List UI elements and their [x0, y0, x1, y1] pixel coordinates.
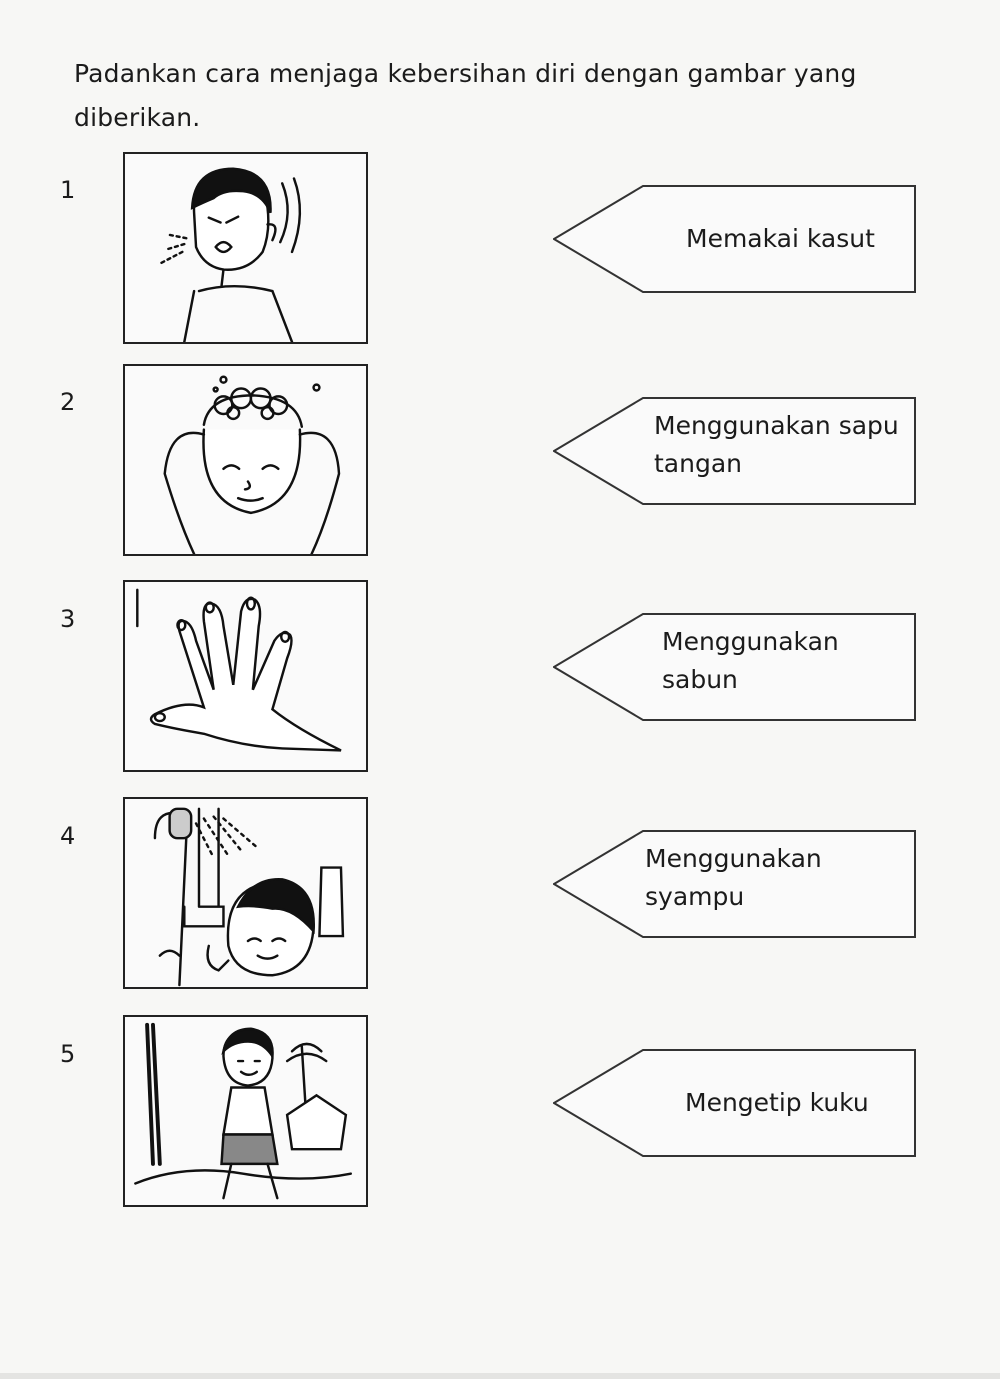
page-bottom-edge [0, 1373, 1000, 1379]
label-text-3: Menggunakan sabun [662, 627, 839, 694]
hand-fingernails-icon [125, 582, 366, 770]
picture-3[interactable] [123, 580, 368, 772]
label-card-2[interactable] [553, 397, 916, 505]
label-text-2: Menggunakan sapu tangan [654, 411, 899, 478]
label-card-5[interactable] [553, 1049, 916, 1157]
label-text-5: Mengetip kuku [685, 1088, 869, 1117]
item-number-5: 5 [60, 1040, 76, 1068]
item-number-4: 4 [60, 822, 76, 850]
picture-5[interactable] [123, 1015, 368, 1207]
label-text-1: Memakai kasut [686, 224, 875, 253]
label-text-4: Menggunakan syampu [645, 844, 822, 911]
label-card-1[interactable] [553, 185, 916, 293]
instruction-text: Padankan cara menjaga kebersihan diri dengan gambar yang diberikan. [74, 59, 857, 132]
boy-sneezing-icon [125, 154, 366, 342]
item-number-1: 1 [60, 176, 76, 204]
item-number-2: 2 [60, 388, 76, 416]
label-card-4[interactable] [553, 830, 916, 938]
boy-walking-outdoors-icon [125, 1017, 366, 1205]
item-number-3: 3 [60, 605, 76, 633]
picture-4[interactable] [123, 797, 368, 989]
boy-showering-icon [125, 799, 366, 987]
label-card-3[interactable] [553, 613, 916, 721]
picture-1[interactable] [123, 152, 368, 344]
washing-hair-icon [125, 366, 366, 554]
picture-2[interactable] [123, 364, 368, 556]
